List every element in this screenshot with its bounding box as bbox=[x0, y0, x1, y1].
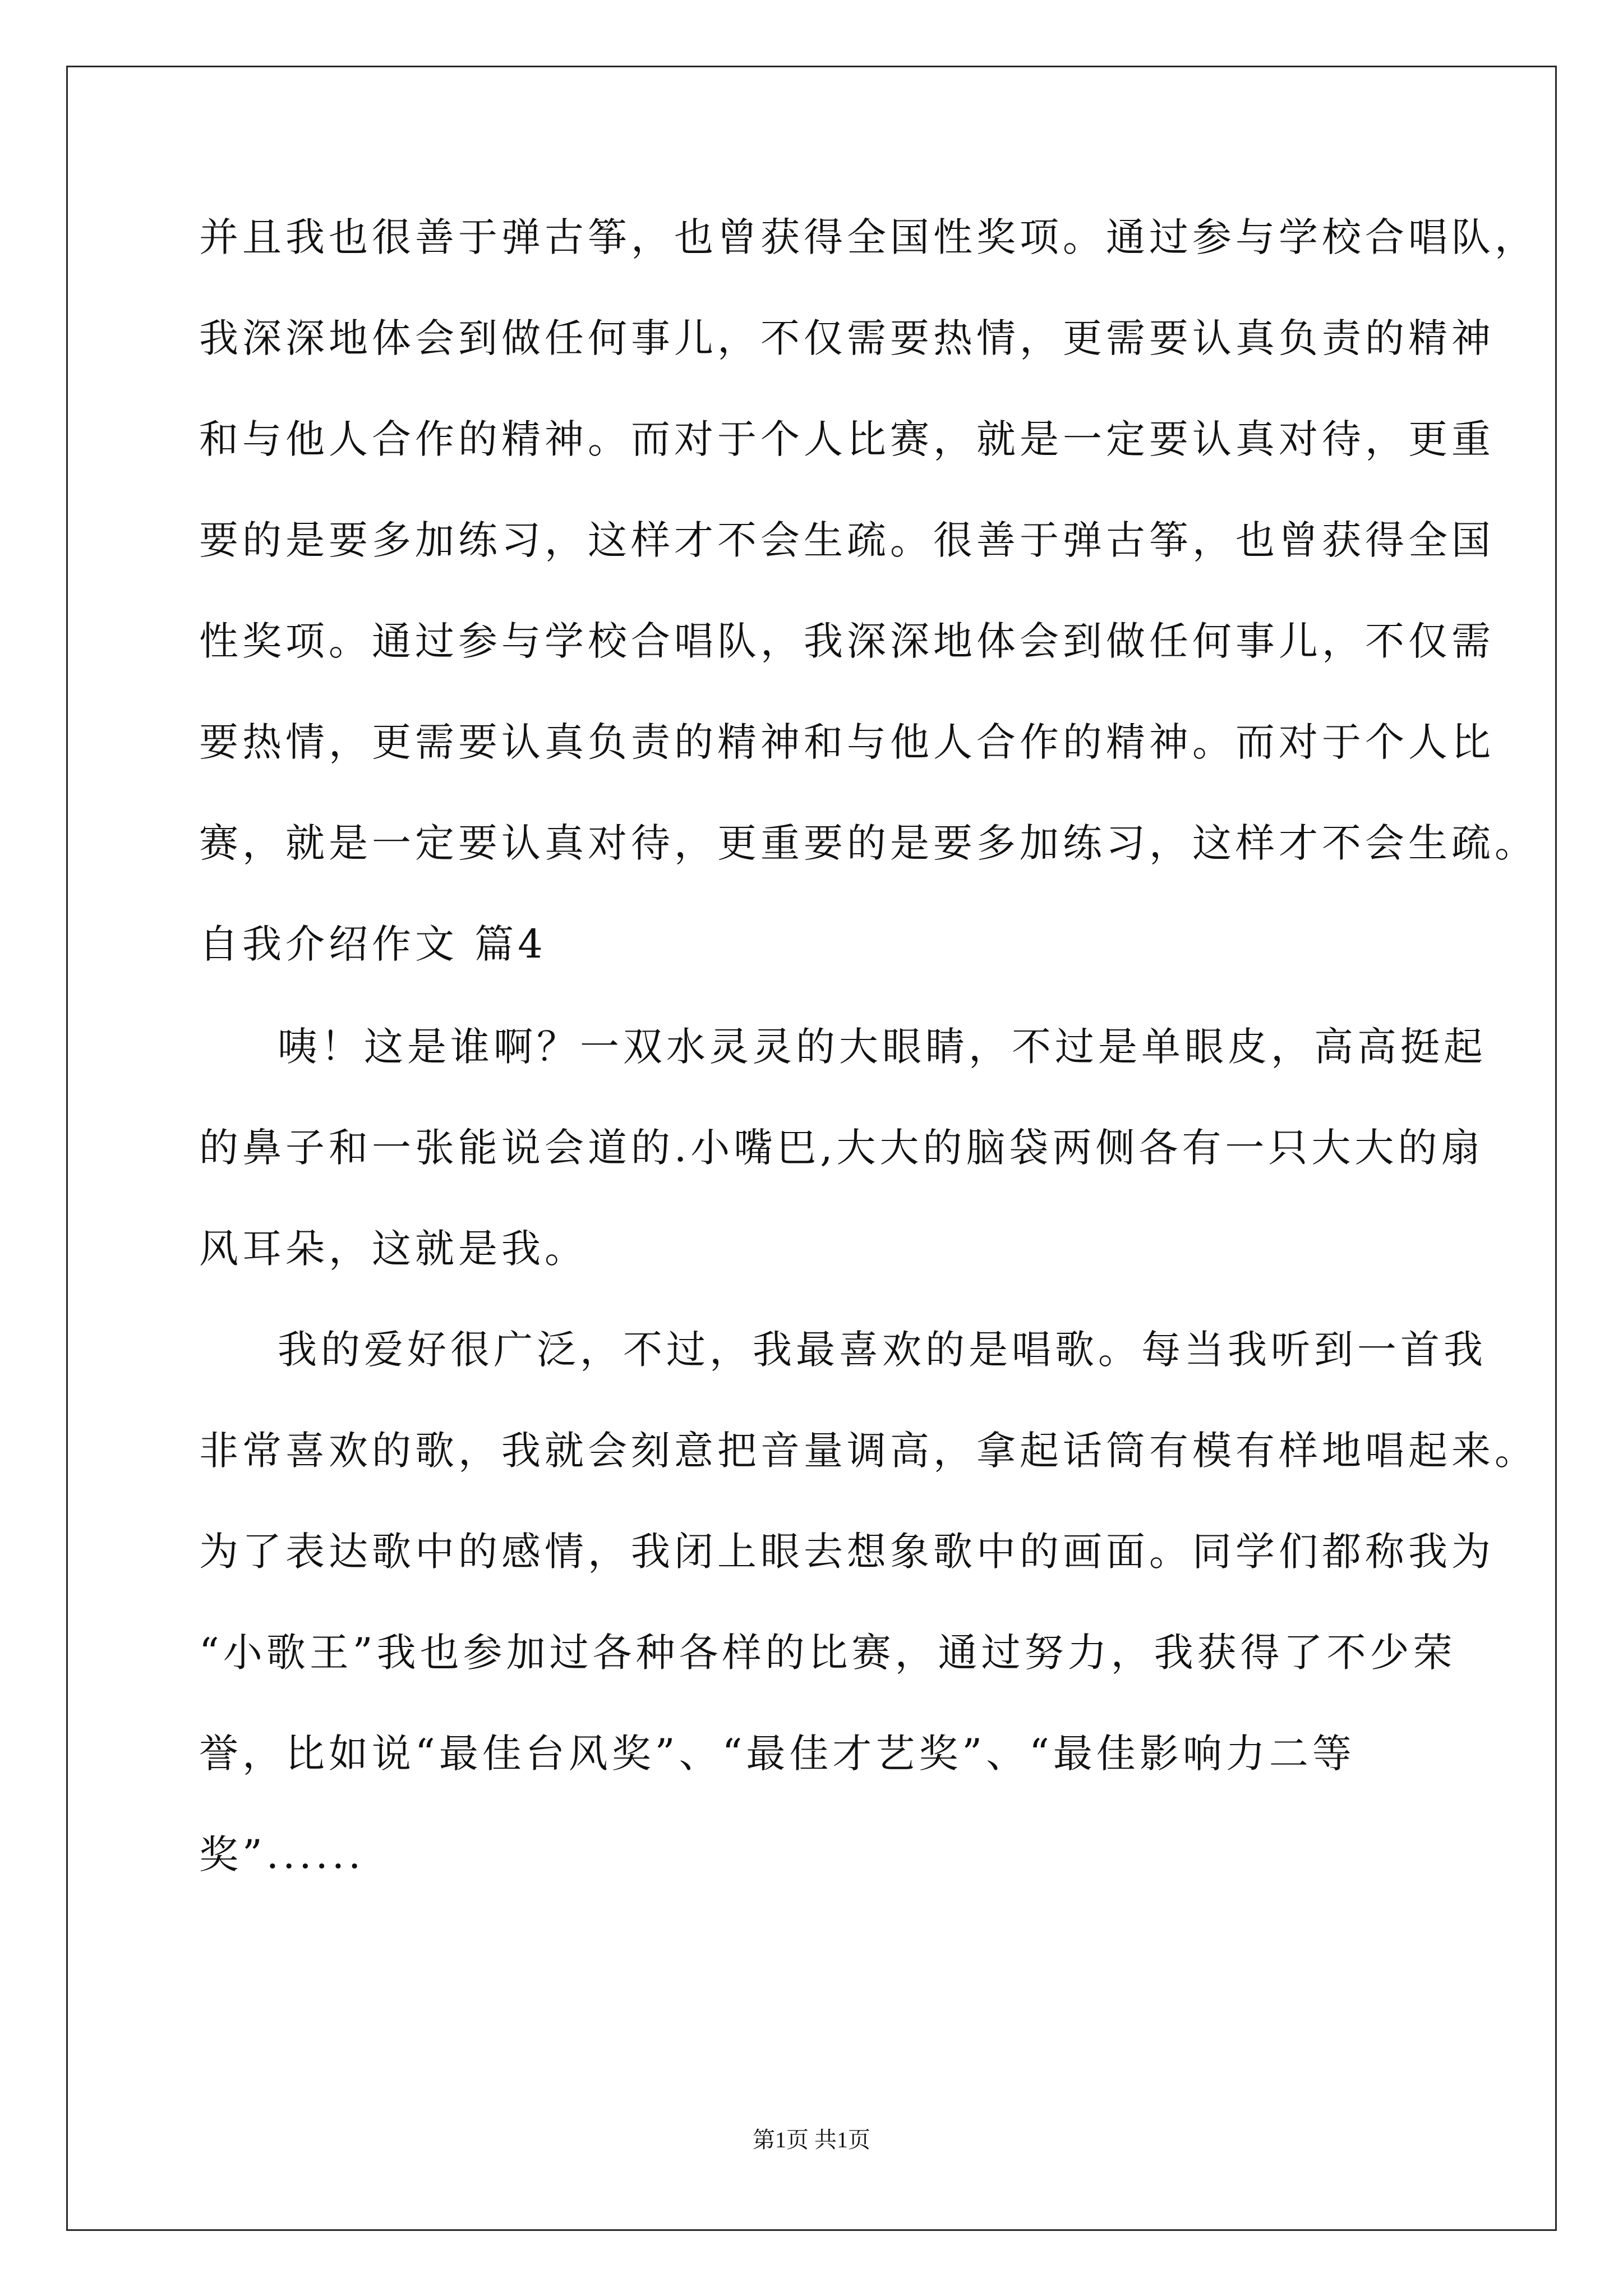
paragraph-line: 我的爱好很广泛，不过，我最喜欢的是唱歌。每当我听到一首我 bbox=[278, 1327, 1487, 1373]
paragraph-line: 誉，比如说“最佳台风奖”、“最佳才艺奖”、“最佳影响力二等 bbox=[199, 1731, 1355, 1777]
page-number-footer: 第1页 共1页 bbox=[753, 2127, 870, 2152]
text-line: 和与他人合作的精神。而对于个人比赛，就是一定要认真对待，更重 bbox=[199, 416, 1495, 462]
section-heading: 自我介绍作文 篇4 bbox=[199, 921, 547, 967]
paragraph-line: 风耳朵，这就是我。 bbox=[199, 1226, 588, 1272]
paragraph-line: 非常喜欢的歌，我就会刻意把音量调高，拿起话筒有模有样地唱起来。 bbox=[199, 1428, 1538, 1474]
text-line: 我深深地体会到做任何事儿，不仅需要热情，更需要认真负责的精神 bbox=[199, 315, 1495, 361]
paragraph-line: 奖”...... bbox=[199, 1832, 365, 1878]
text-line: 并且我也很善于弹古筝，也曾获得全国性奖项。通过参与学校合唱队， bbox=[199, 214, 1538, 260]
paragraph-line: “小歌王”我也参加过各种各样的比赛，通过努力，我获得了不少荣 bbox=[199, 1630, 1456, 1676]
paragraph-line: 的鼻子和一张能说会道的.小嘴巴,大大的脑袋两侧各有一只大大的扇 bbox=[199, 1125, 1484, 1171]
text-line: 要热情，更需要认真负责的精神和与他人合作的精神。而对于个人比 bbox=[199, 719, 1495, 765]
paragraph-line: 咦！这是谁啊？一双水灵灵的大眼睛，不过是单眼皮，高高挺起 bbox=[278, 1024, 1487, 1070]
paragraph-line: 为了表达歌中的感情，我闭上眼去想象歌中的画面。同学们都称我为 bbox=[199, 1529, 1495, 1575]
text-line: 性奖项。通过参与学校合唱队，我深深地体会到做任何事儿，不仅需 bbox=[199, 618, 1495, 664]
text-line: 要的是要多加练习，这样才不会生疏。很善于弹古筝，也曾获得全国 bbox=[199, 517, 1495, 563]
text-line: 赛，就是一定要认真对待，更重要的是要多加练习，这样才不会生疏。 bbox=[199, 820, 1538, 866]
